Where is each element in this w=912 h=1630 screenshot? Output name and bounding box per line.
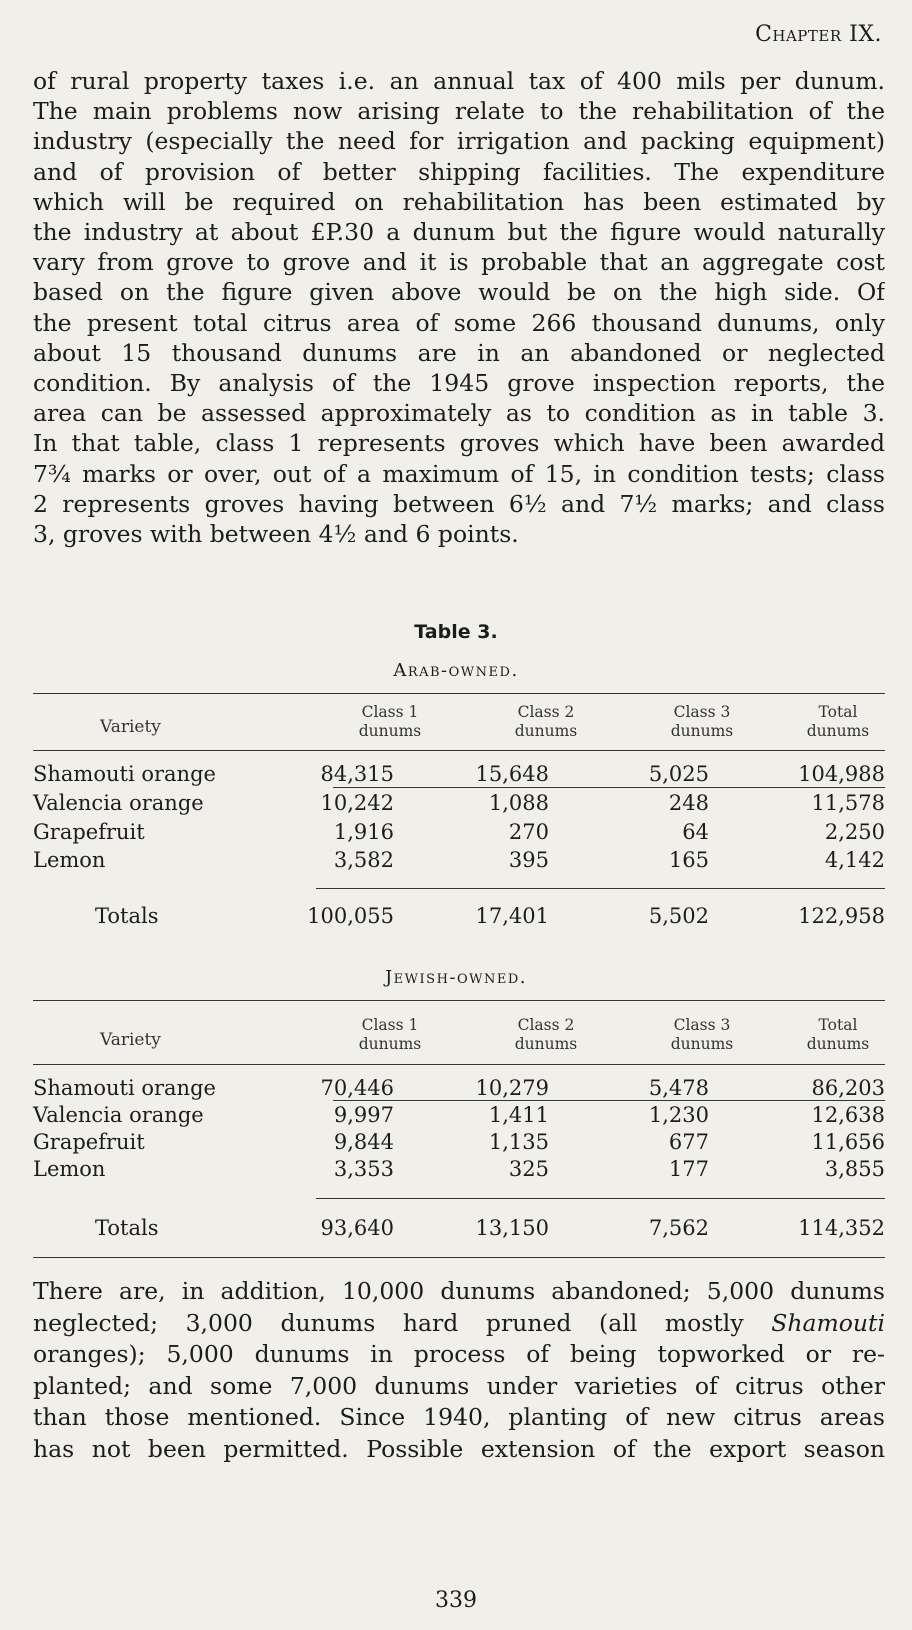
text-line: 2 represents groves having between 6½ and 7½ marks; and class [33, 489, 885, 518]
column-header-total [790, 703, 886, 741]
table-rule [33, 1257, 885, 1258]
cell-total: 122,958 [798, 904, 885, 928]
table-row [33, 1157, 885, 1183]
cell-class2: 17,401 [475, 904, 549, 928]
cell-class2: 325 [508, 1157, 549, 1181]
cell-class3: 677 [668, 1130, 709, 1154]
text-segment: neglected; 3,000 dunums hard pruned (all mostly [33, 1308, 772, 1337]
cell-class1: 3,353 [333, 1157, 394, 1181]
text-line: 3, groves with between 4½ and 6 points. [33, 520, 519, 549]
page-number: 339 [435, 1588, 477, 1613]
cell-totals-label: Totals [95, 904, 159, 928]
cell-class3: 165 [668, 848, 709, 872]
cell-class1: 100,055 [307, 904, 394, 928]
header-line: dunums [806, 1035, 870, 1053]
cell-class1: 84,315 [320, 762, 394, 786]
header-line: Class 2 [517, 1016, 575, 1034]
cell-class1: 10,242 [320, 791, 394, 815]
table-rule [33, 1064, 885, 1065]
cell-class1: 93,640 [320, 1216, 394, 1240]
table-row [33, 1076, 885, 1102]
cell-class2: 1,411 [488, 1103, 549, 1127]
cell-class3: 248 [668, 791, 709, 815]
cell-total: 104,988 [798, 762, 885, 786]
cell-class3: 64 [682, 820, 709, 844]
table-row [33, 1130, 885, 1156]
header-line: dunums [514, 722, 578, 740]
table-row [33, 791, 885, 817]
text-line: of rural property taxes i.e. an annual tax of 400 mils per dunum. [33, 67, 885, 95]
cell-class3: 177 [668, 1157, 709, 1181]
table-rule [33, 750, 885, 751]
header-line: dunums [514, 1035, 578, 1053]
table-row [33, 820, 885, 846]
cell-variety: Shamouti orange [33, 762, 216, 786]
text-line: The main problems now arising relate to the rehabilitation of the [33, 97, 885, 126]
table-row [33, 1103, 885, 1129]
column-header-class2 [498, 703, 594, 741]
text-line [33, 1308, 885, 1340]
table-title: Table 3. [414, 621, 498, 643]
text-line: 7¾ marks or over, out of a maximum of 15, in condition tests; class [33, 459, 885, 488]
header-line: Class 1 [361, 1016, 419, 1034]
cell-total: 11,656 [811, 1130, 885, 1154]
column-header-class3 [654, 1016, 750, 1054]
table-rule [333, 1100, 885, 1101]
header-line: Class 3 [673, 703, 731, 721]
cell-class1: 9,997 [333, 1103, 394, 1127]
column-header-class2 [498, 1016, 594, 1054]
column-header-class3 [654, 703, 750, 741]
chapter-header: Chapter IX. [755, 22, 882, 47]
cell-class1: 70,446 [320, 1076, 394, 1100]
cell-class2: 13,150 [475, 1216, 549, 1240]
table-row [33, 848, 885, 874]
cell-total: 3,855 [824, 1157, 885, 1181]
cell-total: 11,578 [811, 791, 885, 815]
text-line: condition. By analysis of the 1945 grove inspection reports, the [33, 369, 885, 398]
cell-variety: Lemon [33, 848, 106, 872]
cell-variety: Valencia orange [33, 1103, 204, 1127]
cell-total: 86,203 [811, 1076, 885, 1100]
cell-class1: 3,582 [333, 848, 394, 872]
header-line: dunums [358, 1035, 422, 1053]
cell-class3: 5,025 [648, 762, 709, 786]
cell-total: 4,142 [824, 848, 885, 872]
cell-class2: 270 [508, 820, 549, 844]
cell-class1: 1,916 [333, 820, 394, 844]
text-line: oranges); 5,000 dunums in process of being topworked or re- [33, 1340, 885, 1368]
italic-word: Shamouti [771, 1308, 885, 1337]
text-line: than those mentioned. Since 1940, planting of new citrus areas [33, 1403, 885, 1431]
section-title-jewish: Jewish-owned. [384, 967, 528, 988]
text-line: the industry at about £P.30 a dunum but the figure would naturally [33, 218, 885, 247]
table-row [33, 762, 885, 788]
header-line: dunums [806, 722, 870, 740]
cell-variety: Valencia orange [33, 791, 204, 815]
cell-variety: Lemon [33, 1157, 106, 1181]
cell-class2: 1,088 [488, 791, 549, 815]
cell-variety: Grapefruit [33, 1130, 145, 1154]
paragraph-2 [33, 1276, 885, 1465]
header-line: Total [818, 1016, 858, 1034]
cell-class2: 15,648 [475, 762, 549, 786]
paragraph-1 [33, 66, 885, 549]
table-totals-row [33, 904, 885, 930]
header-line: Total [818, 703, 858, 721]
text-line: planted; and some 7,000 dunums under varieties of citrus other [33, 1371, 885, 1400]
cell-class3: 7,562 [648, 1216, 709, 1240]
text-line: based on the figure given above would be on the high side. Of [33, 278, 885, 307]
column-header-class1 [342, 1016, 438, 1054]
header-line: Class 3 [673, 1016, 731, 1034]
cell-variety: Grapefruit [33, 820, 145, 844]
header-line: dunums [670, 722, 734, 740]
column-header-variety: Variety [100, 1030, 161, 1050]
cell-totals-label: Totals [95, 1216, 159, 1240]
text-line: There are, in addition, 10,000 dunums abandoned; 5,000 dunums [33, 1277, 885, 1305]
text-line: the present total citrus area of some 266 thousand dunums, only [33, 308, 885, 337]
cell-class2: 395 [508, 848, 549, 872]
cell-class2: 1,135 [488, 1130, 549, 1154]
column-header-variety: Variety [100, 717, 161, 737]
table-rule [316, 888, 885, 889]
cell-total: 12,638 [811, 1103, 885, 1127]
cell-class1: 9,844 [333, 1130, 394, 1154]
cell-class3: 5,478 [648, 1076, 709, 1100]
column-header-class1 [342, 703, 438, 741]
column-header-total [790, 1016, 886, 1054]
text-line: area can be assessed approximately as to condition as in table 3. [33, 399, 885, 428]
table-rule [33, 1000, 885, 1001]
cell-class3: 5,502 [648, 904, 709, 928]
table-totals-row [33, 1216, 885, 1242]
header-line: dunums [670, 1035, 734, 1053]
text-line: industry (especially the need for irrigation and packing equipment) [33, 127, 885, 156]
table-rule [316, 1198, 885, 1199]
text-line: which will be required on rehabilitation has been estimated by [33, 187, 885, 216]
cell-variety: Shamouti orange [33, 1076, 216, 1100]
header-line: dunums [358, 722, 422, 740]
cell-class3: 1,230 [648, 1103, 709, 1127]
section-title-arab: Arab-owned. [393, 660, 519, 681]
header-line: Class 2 [517, 703, 575, 721]
text-line: In that table, class 1 represents groves which have been awarded [33, 429, 885, 458]
table-rule [33, 693, 885, 694]
cell-class2: 10,279 [475, 1076, 549, 1100]
table-rule [333, 787, 885, 788]
cell-total: 2,250 [824, 820, 885, 844]
header-line: Class 1 [361, 703, 419, 721]
text-line: vary from grove to grove and it is probable that an aggregate cost [33, 248, 885, 277]
text-line: and of provision of better shipping facilities. The expenditure [33, 157, 885, 186]
cell-total: 114,352 [798, 1216, 885, 1240]
text-line: has not been permitted. Possible extension of the export season [33, 1434, 885, 1463]
text-line: about 15 thousand dunums are in an abandoned or neglected [33, 338, 885, 367]
